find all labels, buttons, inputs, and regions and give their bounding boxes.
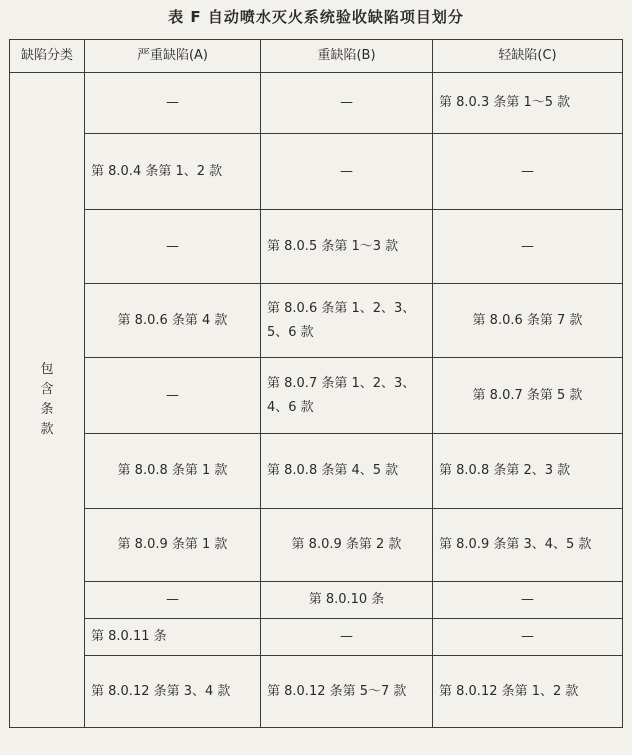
cell-severe: 第 8.0.4 条第 1、2 款 — [85, 134, 261, 210]
table-row — [10, 358, 623, 434]
cell-major: 第 8.0.6 条第 1、2、3、5、6 款 — [261, 284, 433, 358]
table-title: 表 F 自动喷水灭火系统验收缺陷项目划分 — [168, 8, 464, 26]
table-row — [10, 509, 623, 582]
defect-classification-table — [9, 39, 623, 728]
cell-severe: — — [85, 358, 261, 434]
cell-major: — — [261, 619, 433, 656]
cell-minor: 第 8.0.12 条第 1、2 款 — [433, 656, 623, 728]
table-row — [10, 210, 623, 284]
header-severe: 严重缺陷(A) — [85, 40, 261, 73]
cell-severe: 第 8.0.9 条第 1 款 — [85, 509, 261, 582]
header-major: 重缺陷(B) — [261, 40, 433, 73]
table-row — [10, 134, 623, 210]
cell-major: — — [261, 73, 433, 134]
cell-major: 第 8.0.5 条第 1～3 款 — [261, 210, 433, 284]
table-row — [10, 619, 623, 656]
table-row — [10, 582, 623, 619]
cell-major: — — [261, 134, 433, 210]
cell-minor: — — [433, 134, 623, 210]
cell-severe: — — [85, 582, 261, 619]
header-category: 缺陷分类 — [10, 40, 85, 73]
cell-minor: — — [433, 619, 623, 656]
cell-severe: 第 8.0.8 条第 1 款 — [85, 434, 261, 509]
cell-severe: 第 8.0.11 条 — [85, 619, 261, 656]
table-row — [10, 434, 623, 509]
cell-minor: 第 8.0.9 条第 3、4、5 款 — [433, 509, 623, 582]
header-minor: 轻缺陷(C) — [433, 40, 623, 73]
cell-major: 第 8.0.12 条第 5～7 款 — [261, 656, 433, 728]
cell-severe: 第 8.0.12 条第 3、4 款 — [85, 656, 261, 728]
cell-major: 第 8.0.7 条第 1、2、3、4、6 款 — [261, 358, 433, 434]
cell-minor: 第 8.0.3 条第 1～5 款 — [433, 73, 623, 134]
cell-minor: 第 8.0.6 条第 7 款 — [433, 284, 623, 358]
cell-major: 第 8.0.8 条第 4、5 款 — [261, 434, 433, 509]
cell-severe: — — [85, 73, 261, 134]
table-row — [10, 284, 623, 358]
cell-minor: — — [433, 582, 623, 619]
cell-major: 第 8.0.10 条 — [261, 582, 433, 619]
cell-minor: — — [433, 210, 623, 284]
cell-severe: 第 8.0.6 条第 4 款 — [85, 284, 261, 358]
row-label-cell — [10, 73, 85, 728]
row-label: 包含条款 — [40, 362, 54, 437]
cell-severe: — — [85, 210, 261, 284]
cell-minor: 第 8.0.7 条第 5 款 — [433, 358, 623, 434]
header-row — [10, 40, 623, 73]
cell-minor: 第 8.0.8 条第 2、3 款 — [433, 434, 623, 509]
table-row — [10, 656, 623, 728]
cell-major: 第 8.0.9 条第 2 款 — [261, 509, 433, 582]
table-row — [10, 73, 623, 134]
